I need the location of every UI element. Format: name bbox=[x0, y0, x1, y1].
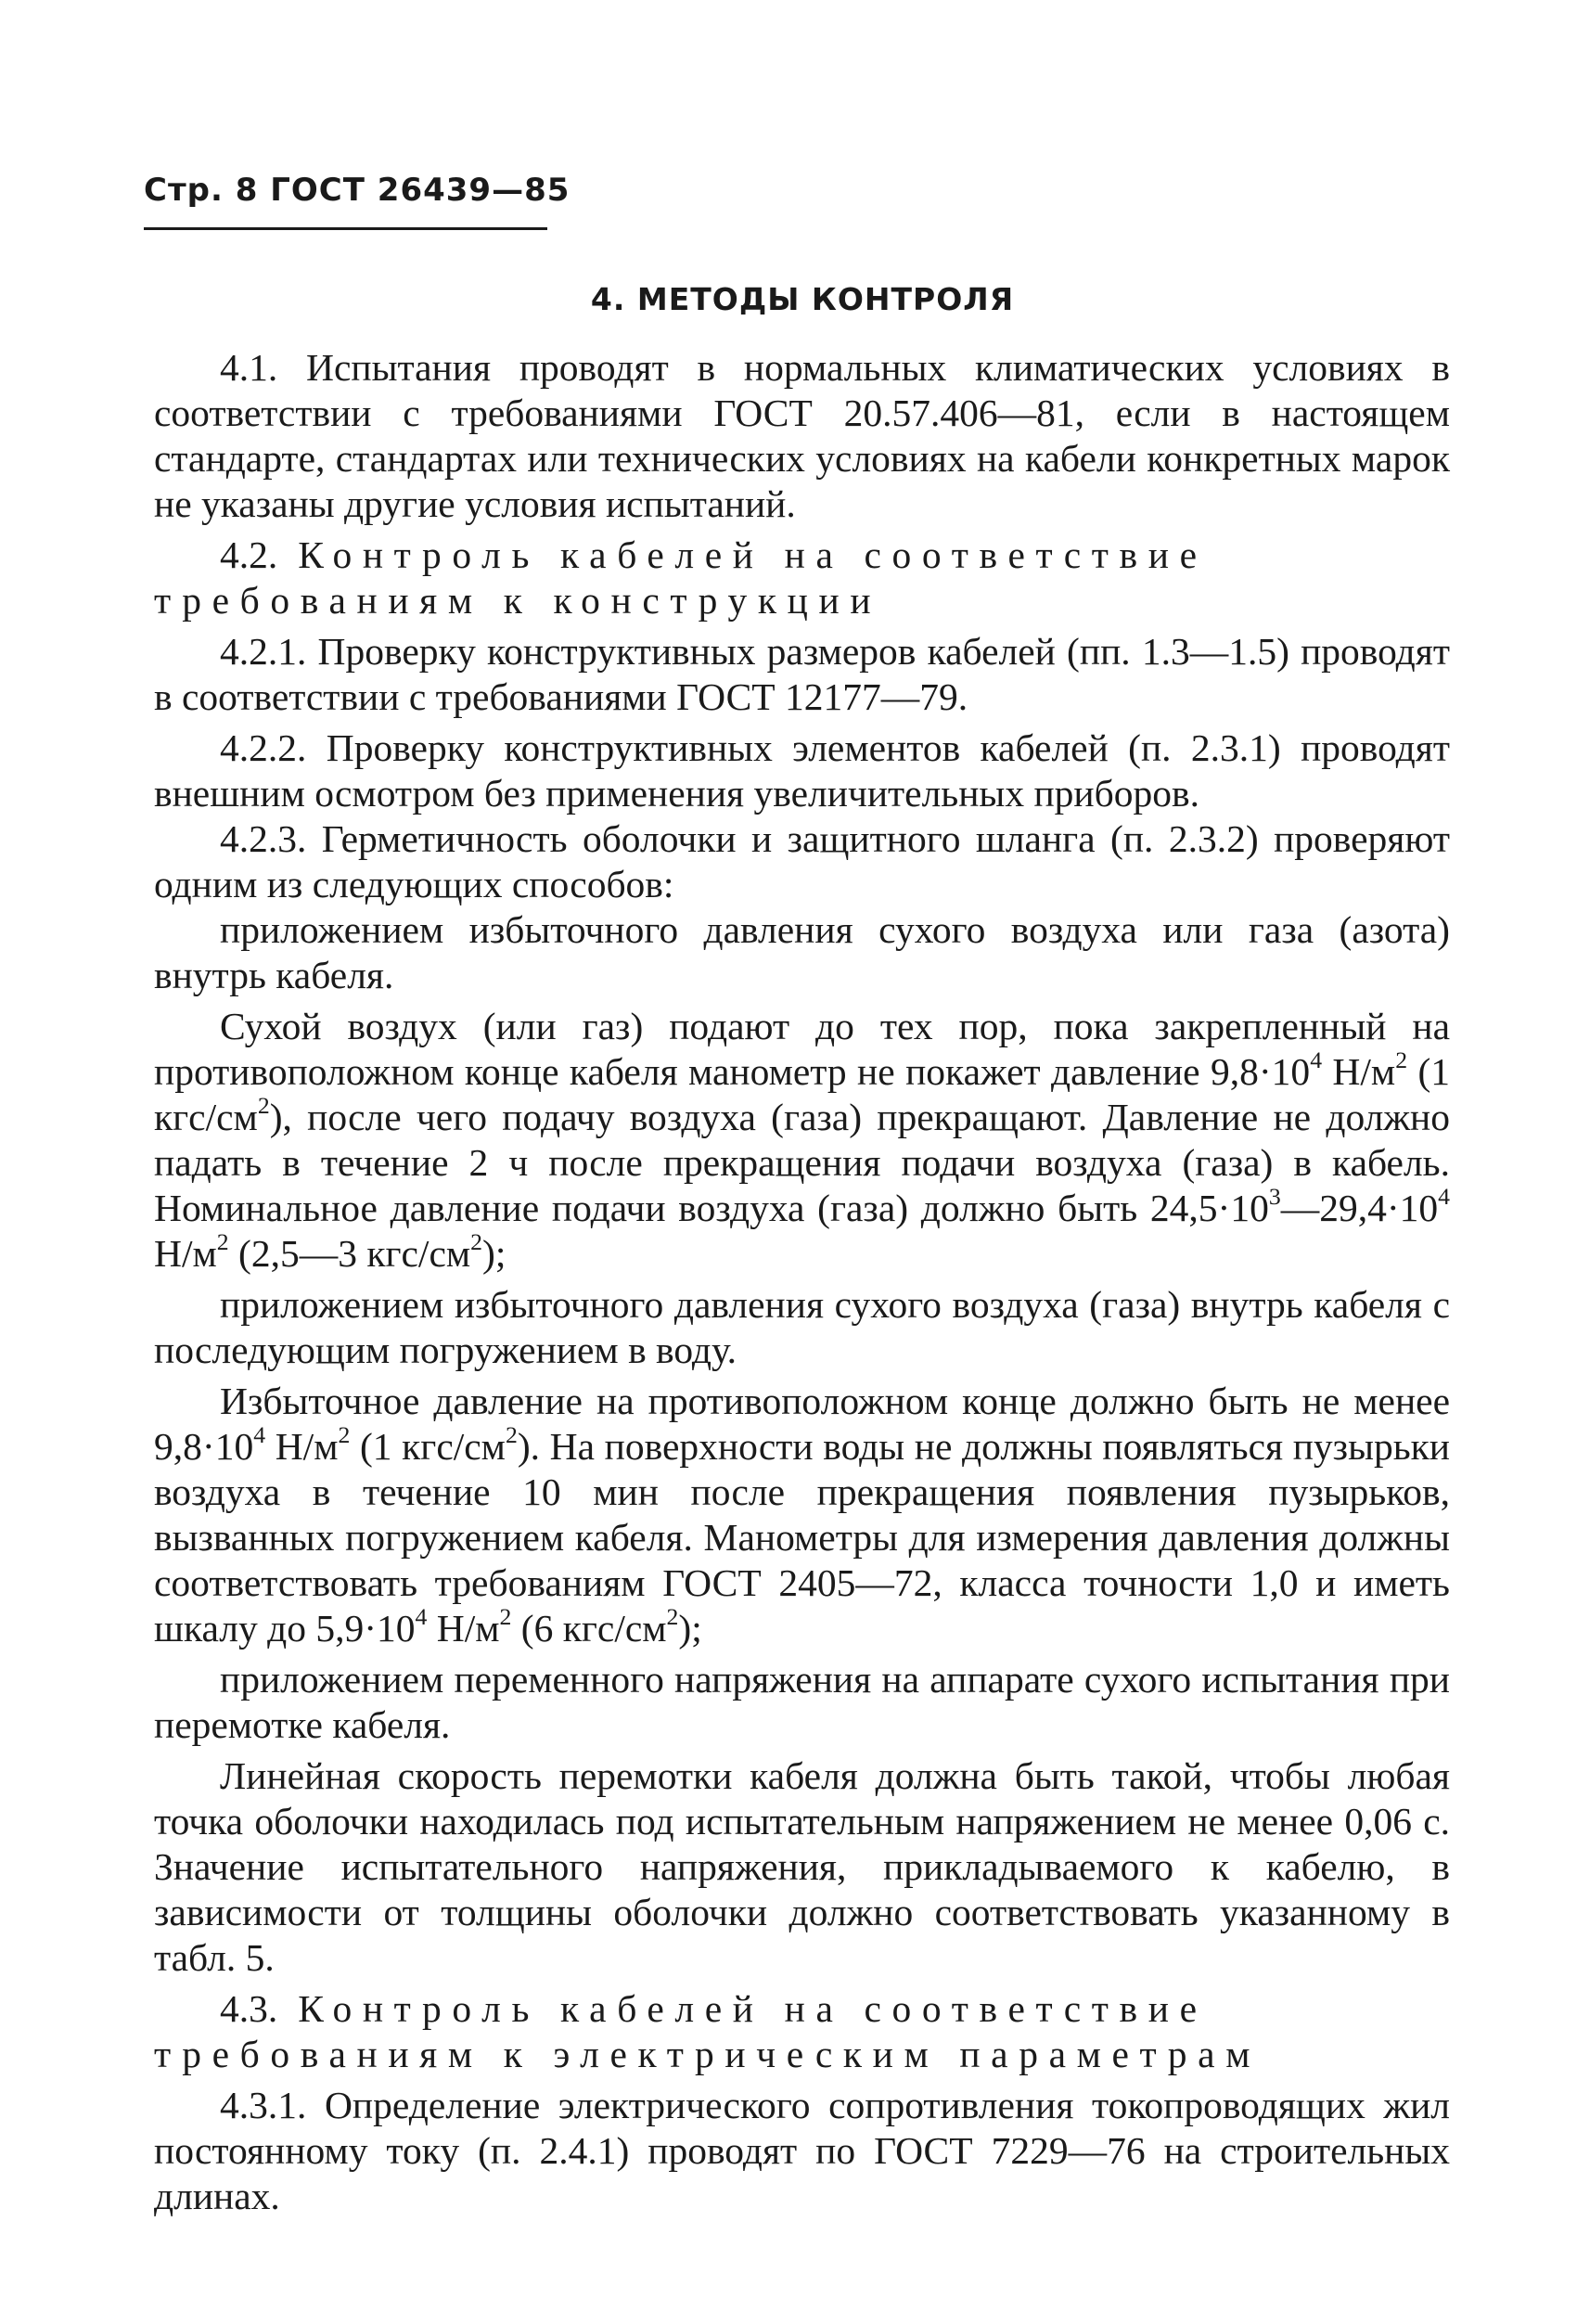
paragraph-4-1: 4.1. Испытания проводят в нормальных климатических условиях в соответствии с требованиями ГОСТ 20.57.406—81, если в настоящем стандарте, стандартах или технических условиях на кабели конкретных марок не указаны другие условия испытаний. bbox=[154, 346, 1450, 525]
paragraph-4-2-2: 4.2.2. Проверку конструктивных элементов кабелей (п. 2.3.1) проводят внешним осмотром без применения увеличительных приборов. bbox=[154, 726, 1450, 815]
method-3: приложением переменного напряжения на аппарате сухого испытания при перемотке кабеля. bbox=[154, 1658, 1450, 1746]
heading-4-3 bbox=[154, 1986, 1450, 2077]
heading-4-2 bbox=[154, 533, 1450, 623]
paragraph-4-2-1: 4.2.1. Проверку конструктивных размеров кабелей (пп. 1.3—1.5) проводят в соответствии с требованиями ГОСТ 12177—79. bbox=[154, 630, 1450, 718]
method-3-details: Линейная скорость перемотки кабеля должна быть такой, чтобы любая точка оболочки находилась под испытательным напряжением не менее 0,06 с. Значение испытательного напряжения, прикладываемого к кабелю, в зависимости от толщины оболочки должно соответствовать указанному в табл. 5. bbox=[154, 1754, 1450, 1979]
paragraph-4-2-3: 4.2.3. Герметичность оболочки и защитного шланга (п. 2.3.2) проверяют одним из следующих способов: bbox=[154, 817, 1450, 905]
method-1-details: Сухой воздух (или газ) подают до тех пор, пока закрепленный на противоположном конце кабеля манометр не покажет давление $9,8\cdot 10^4$ $Н/м^2$ (1 кгс/$см^2$), после чего подачу воздуха (газа) прекращают. Давление не должно падать в течение 2 ч после прекращения подачи воздуха (газа) в кабель. Номинальное давление подачи воздуха (газа) должно быть $24,5\cdot 10^3—29,4\cdot 10^4$ $Н/м^2$ (2,5—3 кгс/$см^2$); bbox=[154, 1005, 1451, 1275]
page-header: Стр. 8 ГОСТ 26439—85 bbox=[144, 172, 571, 209]
method-1: приложением избыточного давления сухого воздуха или газа (азота) внутрь кабеля. bbox=[154, 908, 1450, 996]
document-body bbox=[154, 345, 1450, 2225]
heading-4-3-text: Контроль кабелей на соответствие требованиям к электрическим параметрам bbox=[154, 1987, 1262, 2075]
section-title: 4. МЕТОДЫ КОНТРОЛЯ bbox=[590, 281, 1015, 317]
method-2-details: Избыточное давление на противоположном конце должно быть не менее $9,8\cdot 10^4$ $Н/м^2$ (1 кгс/$см^2$). На поверхности воды не должны появляться пузырьки воздуха в течение 10 мин после прекращения появления пузырьков, вызванных погружением кабеля. Манометры для измерения давления должны соответствовать требованиям ГОСТ 2405—72, класса точности 1,0 и иметь шкалу до $5,9\cdot 10^4$ $Н/м^2$ (6 кгс/$см^2$); bbox=[154, 1380, 1450, 1650]
header-rule bbox=[144, 227, 547, 230]
paragraph-4-3-1: 4.3.1. Определение электрического сопротивления токопроводящих жил постоянному току (п. 2.4.1) проводят по ГОСТ 7229—76 на строительных длинах. bbox=[154, 2084, 1450, 2217]
heading-4-2-text: Контроль кабелей на соответствие требованиям к конструкции bbox=[154, 533, 1208, 622]
heading-4-2-number: 4.2. bbox=[220, 533, 278, 576]
method-2: приложением избыточного давления сухого воздуха (газа) внутрь кабеля с последующим погружением в воду. bbox=[154, 1283, 1450, 1371]
heading-4-3-number: 4.3. bbox=[220, 1987, 278, 2030]
